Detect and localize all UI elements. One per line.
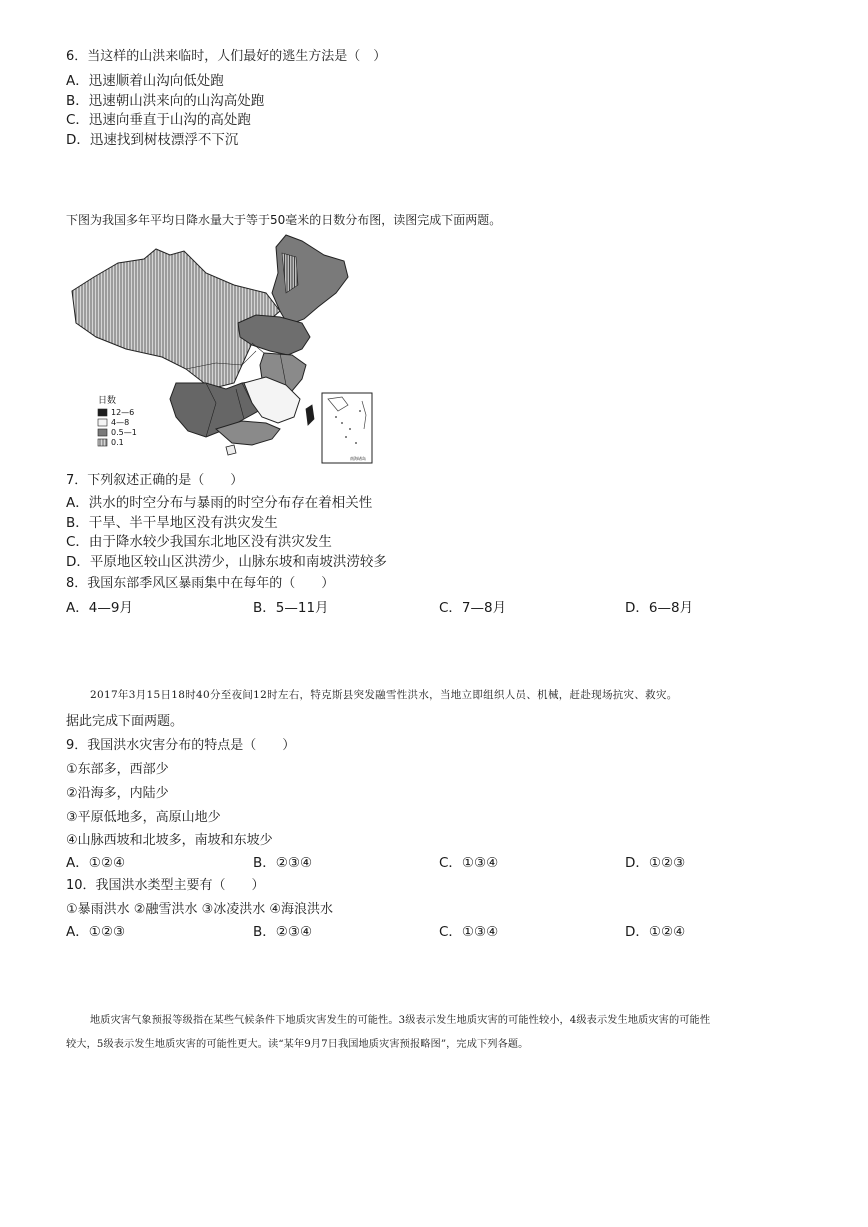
china-rainstorm-days-map (66, 233, 378, 465)
legend-label-2: 4—8 (111, 418, 130, 427)
legend-label-3: 0.5—1 (111, 428, 137, 437)
map-taiwan (306, 405, 314, 425)
q9-option-d[interactable]: D．①②③ (625, 855, 686, 871)
q6-option-a[interactable]: A．迅速顺着山沟向低处跑 (66, 73, 224, 89)
q7-option-d[interactable]: D．平原地区较山区洪涝少，山脉东坡和南坡洪涝较多 (66, 554, 387, 570)
q8-stem: 8．我国东部季风区暴雨集中在每年的（ ） (66, 576, 335, 591)
q10-statements: ①暴雨洪水 ②融雪洪水 ③冰凌洪水 ④海浪洪水 (66, 902, 334, 917)
q10-stem: 10．我国洪水类型主要有（ ） (66, 878, 265, 893)
legend-swatch-2 (98, 419, 107, 426)
q9-statement-4: ④山脉西坡和北坡多，南坡和东坡少 (66, 833, 273, 848)
q9-option-b[interactable]: B．②③④ (253, 855, 313, 871)
q8-option-d[interactable]: D．6—8月 (625, 600, 694, 616)
legend-title: 日数 (98, 396, 117, 406)
map-intro: 下图为我国多年平均日降水量大于等于50毫米的日数分布图，读图完成下面两题。 (66, 213, 502, 227)
passage-2-line-1: 2017年3月15日18时40分至夜间12时左右，特克斯县突发融雪性洪水，当地立即组织人员、机械，赶赴现场抗灾、救灾。 (90, 689, 678, 701)
south-china-sea-inset (322, 393, 372, 463)
q6-option-d[interactable]: D．迅速找到树枝漂浮不下沉 (66, 132, 239, 148)
q10-option-b[interactable]: B．②③④ (253, 924, 313, 940)
inset-label: 南海诸岛 (350, 456, 366, 461)
q6-option-b[interactable]: B．迅速朝山洪来向的山沟高处跑 (66, 93, 265, 109)
q7-option-b[interactable]: B．干旱、半干旱地区没有洪灾发生 (66, 515, 278, 531)
legend-swatch-4 (98, 439, 107, 446)
map-region-northeast (272, 235, 348, 325)
q8-option-b[interactable]: B．5—11月 (253, 600, 329, 616)
q9-statement-1: ①东部多，西部少 (66, 762, 169, 777)
legend-swatch-1 (98, 409, 107, 416)
q10-option-d[interactable]: D．①②④ (625, 924, 686, 940)
passage-3-line-1: 地质灾害气象预报等级指在某些气候条件下地质灾害发生的可能性。3级表示发生地质灾害的可能性较小，4级表示发生地质灾害的可能性 (90, 1015, 711, 1026)
legend-label-4: 0.1 (111, 438, 124, 447)
q7-stem: 7．下列叙述正确的是（ ） (66, 473, 244, 488)
q9-stem: 9．我国洪水灾害分布的特点是（ ） (66, 738, 296, 753)
q7-option-a[interactable]: A．洪水的时空分布与暴雨的时空分布存在着相关性 (66, 495, 373, 511)
legend-swatch-3 (98, 429, 107, 436)
passage-3-line-2: 较大，5级表示发生地质灾害的可能性更大。读“某年9月7日我国地质灾害预报略图”，完成下列各题。 (66, 1039, 529, 1050)
q6-stem: 6．当这样的山洪来临时，人们最好的逃生方法是（ ） (66, 49, 387, 64)
q10-option-c[interactable]: C．①③④ (439, 924, 499, 940)
q7-option-c[interactable]: C．由于降水较少我国东北地区没有洪灾发生 (66, 534, 332, 550)
q9-statement-3: ③平原低地多，高原山地少 (66, 810, 221, 825)
q9-option-c[interactable]: C．①③④ (439, 855, 499, 871)
legend-label-1: 12—6 (111, 408, 135, 417)
q9-option-a[interactable]: A．①②④ (66, 855, 126, 871)
q8-option-c[interactable]: C．7—8月 (439, 600, 507, 616)
q10-option-a[interactable]: A．①②③ (66, 924, 126, 940)
map-legend (98, 394, 137, 447)
passage-2-line-2: 据此完成下面两题。 (66, 714, 184, 729)
q6-option-c[interactable]: C．迅速向垂直于山沟的高处跑 (66, 112, 251, 128)
q9-statement-2: ②沿海多，内陆少 (66, 786, 169, 801)
q8-option-a[interactable]: A．4—9月 (66, 600, 133, 616)
